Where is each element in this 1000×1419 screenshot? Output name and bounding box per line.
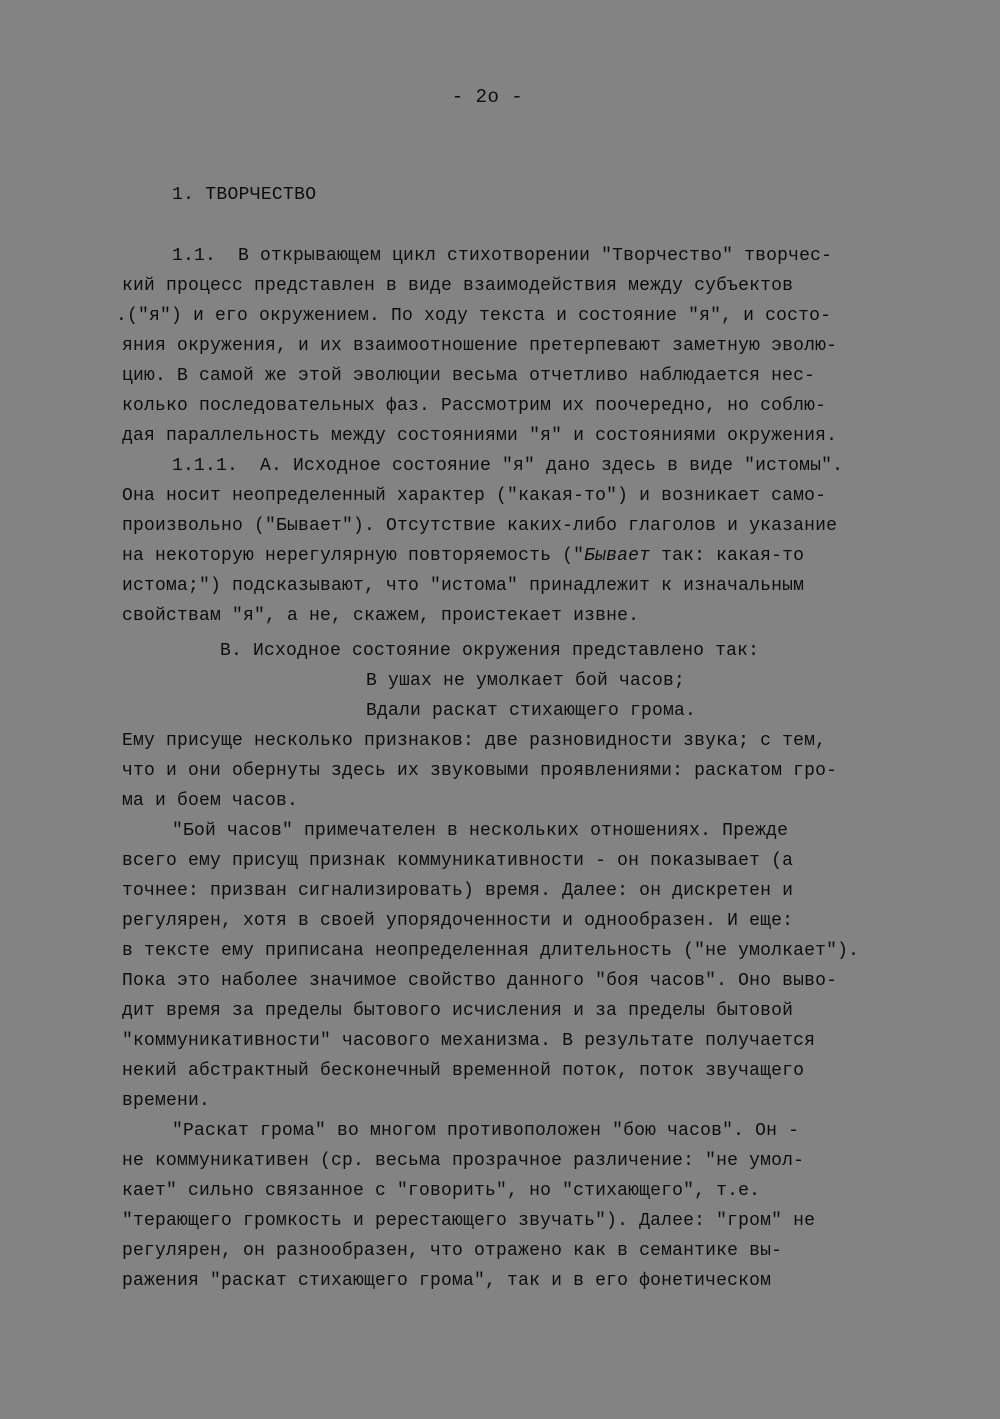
text-line: ражения "раскат стихающего грома", так и в его фонетическом bbox=[122, 1271, 772, 1291]
text-line: Пока это наболее значимое свойство данного "боя часов". Оно выво- bbox=[122, 971, 838, 991]
text-line: регулярен, он разнообразен, что отражено как в семантике вы- bbox=[122, 1241, 783, 1261]
text-line: в тексте ему приписана неопределенная длительность ("не умолкает"). bbox=[122, 941, 860, 961]
text-line: Она носит неопределенный характер ("какая-то") и возникает само- bbox=[122, 486, 827, 506]
text-line: истома;") подсказывают, что "истома" принадлежит к изначальным bbox=[122, 576, 805, 596]
section-heading: 1. ТВОРЧЕСТВО bbox=[172, 185, 317, 205]
text-line: 1.1. В открывающем цикл стихотворении "Творчество" творчес- bbox=[172, 246, 833, 266]
text-line: "терающего громкость и ререстающего звучать"). Далее: "гром" не bbox=[122, 1211, 816, 1231]
text-line: произвольно ("Бывает"). Отсутствие каких-либо глаголов и указание bbox=[122, 516, 838, 536]
text-line: точнее: призван сигнализировать) время. Далее: он дискретен и bbox=[122, 881, 794, 901]
text-line: кает" сильно связанное с "говорить", но "стихающего", т.е. bbox=[122, 1181, 761, 1201]
text-line: цию. В самой же этой эволюции весьма отчетливо наблюдается нес- bbox=[122, 366, 816, 386]
page-number: - 2о - bbox=[451, 86, 524, 108]
text-line: яния окружения, и их взаимоотношение претерпевают заметную эволю- bbox=[122, 336, 838, 356]
text-line: Ему присуще несколько признаков: две разновидности звука; с тем, bbox=[122, 731, 827, 751]
text-line bbox=[122, 545, 804, 567]
text-fragment: так: какая-то bbox=[650, 546, 805, 566]
text-line: колько последовательных фаз. Рассмотрим их поочередно, но соблю- bbox=[122, 396, 827, 416]
poem-line: Вдали раскат стихающего грома. bbox=[366, 701, 697, 721]
text-line: некий абстрактный бесконечный временной поток, поток звучащего bbox=[122, 1061, 805, 1081]
poem-line: В ушах не умолкает бой часов; bbox=[366, 671, 686, 691]
italic-quote: Бывает bbox=[584, 546, 651, 566]
text-line: В. Исходное состояние окружения представлено так: bbox=[220, 641, 760, 661]
text-line: кий процесс представлен в виде взаимодействия между субъектов bbox=[122, 276, 794, 296]
text-line: "Бой часов" примечателен в нескольких отношениях. Прежде bbox=[172, 821, 789, 841]
text-line: дит время за пределы бытового исчисления и за пределы бытовой bbox=[122, 1001, 794, 1021]
text-line: регулярен, хотя в своей упорядоченности и однообразен. И еще: bbox=[122, 911, 794, 931]
text-line: 1.1.1. А. Исходное состояние "я" дано здесь в виде "истомы". bbox=[172, 456, 844, 476]
text-line: ма и боем часов. bbox=[122, 791, 299, 811]
text-fragment: на некоторую нерегулярную повторяемость (" bbox=[122, 546, 585, 566]
text-line: всего ему присущ признак коммуникативности - он показывает (а bbox=[122, 851, 794, 871]
text-line: дая параллельность между состояниями "я" и состояниями окружения. bbox=[122, 426, 838, 446]
text-line: свойствам "я", а не, скажем, проистекает извне. bbox=[122, 606, 640, 626]
text-line: .("я") и его окружением. По ходу текста и состояние "я", и состо- bbox=[116, 306, 832, 326]
text-line: "Раскат грома" во многом противоположен "бою часов". Он - bbox=[172, 1121, 800, 1141]
text-line: что и они обернуты здесь их звуковыми проявлениями: раскатом гро- bbox=[122, 761, 838, 781]
text-line: не коммуникативен (ср. весьма прозрачное различение: "не умол- bbox=[122, 1151, 805, 1171]
text-line: "коммуникативности" часового механизма. В результате получается bbox=[122, 1031, 816, 1051]
text-line: времени. bbox=[122, 1091, 211, 1111]
